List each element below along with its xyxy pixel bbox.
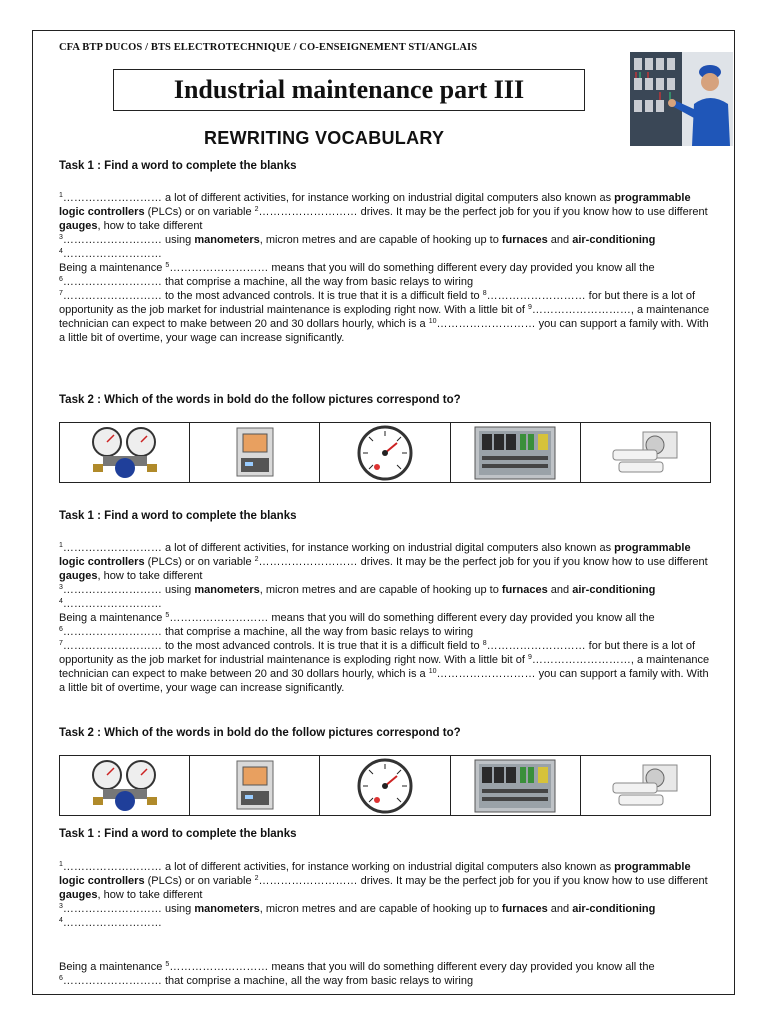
task1-line: Being a maintenance $^5$……………………… means that you will do something different every day provided you know all the $^6$……………………… that comprise a machine, all the way from basic relays to wiring (59, 262, 655, 288)
task1-line: Being a maintenance $^5$……………………… means that you will do something different every day provided you know all the $^6$……………………… that comprise a machine, all the way from basic relays to wiring (59, 961, 655, 987)
manometer-gauges-icon (60, 423, 190, 482)
task1-line: $^1$……………………… a lot of different activities, for instance working on industrial digital computers also known as programmable logic controllers (PLCs) or on variable $^2$……………………… drives. It may be the perfect job for you if you know how to use different gauges, how to take different (59, 542, 708, 582)
manometer-gauges-icon (60, 756, 190, 815)
task1-line: $^1$……………………… a lot of different activities, for instance working on industrial digital computers also known as programmable logic controllers (PLCs) or on variable $^2$……………………… drives. It may be the perfect job for you if you know how to use different gauges, how to take different (59, 192, 708, 232)
gauge-dial-icon (320, 756, 450, 815)
page-title: Industrial maintenance part III (173, 75, 525, 104)
picture-strip (59, 422, 711, 483)
technician-photo (630, 52, 733, 146)
gauge-dial-icon (320, 423, 450, 482)
plc-cabinet-icon (451, 756, 581, 815)
picture-strip (59, 755, 711, 816)
task1-line: $^7$……………………… to the most advanced controls. It is true that it is a difficult field to $^8$……………………… for but there is a lot of opportunity as the job market for industrial maintenance is exploding right now. With a little bit of $^9$………………………, a maintenance technician can expect to make between 20 and 30 dollars hourly, which is a $^{10}$……………………… you can support a family with. With a little bit of overtime, your wage can increase significantly. (59, 290, 710, 344)
task1-heading: Task 1 : Find a word to complete the blanks (59, 828, 297, 840)
task2-heading: Task 2 : Which of the words in bold do the follow pictures correspond to? (59, 394, 461, 406)
task1-text (59, 191, 711, 345)
task1-line: $^3$……………………… using manometers, micron metres and are capable of hooking up to furnaces and air-conditioning $^4$……………………… (59, 903, 656, 929)
plc-cabinet-icon (451, 423, 581, 482)
task1-text (59, 860, 711, 930)
task1-heading: Task 1 : Find a word to complete the blanks (59, 510, 297, 522)
task2-heading: Task 2 : Which of the words in bold do the follow pictures correspond to? (59, 727, 461, 739)
task1-line: $^1$……………………… a lot of different activities, for instance working on industrial digital computers also known as programmable logic controllers (PLCs) or on variable $^2$……………………… drives. It may be the perfect job for you if you know how to use different gauges, how to take different (59, 861, 708, 901)
subtitle: REWRITING VOCABULARY (204, 128, 445, 148)
furnace-icon (190, 756, 320, 815)
page-title-box (113, 69, 585, 111)
task1-heading: Task 1 : Find a word to complete the blanks (59, 160, 297, 172)
task1-line: $^7$……………………… to the most advanced controls. It is true that it is a difficult field to $^8$……………………… for but there is a lot of opportunity as the job market for industrial maintenance is exploding right now. With a little bit of $^9$………………………, a maintenance technician can expect to make between 20 and 30 dollars hourly, which is a $^{10}$……………………… you can support a family with. With a little bit of overtime, your wage can increase significantly. (59, 640, 710, 694)
air-conditioning-icon (581, 423, 710, 482)
task1-text (59, 541, 711, 695)
task1-text (59, 960, 711, 988)
furnace-icon (190, 423, 320, 482)
air-conditioning-icon (581, 756, 710, 815)
task1-line: $^3$……………………… using manometers, micron metres and are capable of hooking up to furnaces and air-conditioning $^4$……………………… (59, 234, 656, 260)
school-header: CFA BTP DUCOS / BTS ELECTROTECHNIQUE / CO-ENSEIGNEMENT STI/ANGLAIS (59, 42, 478, 53)
task1-line: $^3$……………………… using manometers, micron metres and are capable of hooking up to furnaces and air-conditioning $^4$……………………… (59, 584, 656, 610)
task1-line: Being a maintenance $^5$……………………… means that you will do something different every day provided you know all the $^6$……………………… that comprise a machine, all the way from basic relays to wiring (59, 612, 655, 638)
